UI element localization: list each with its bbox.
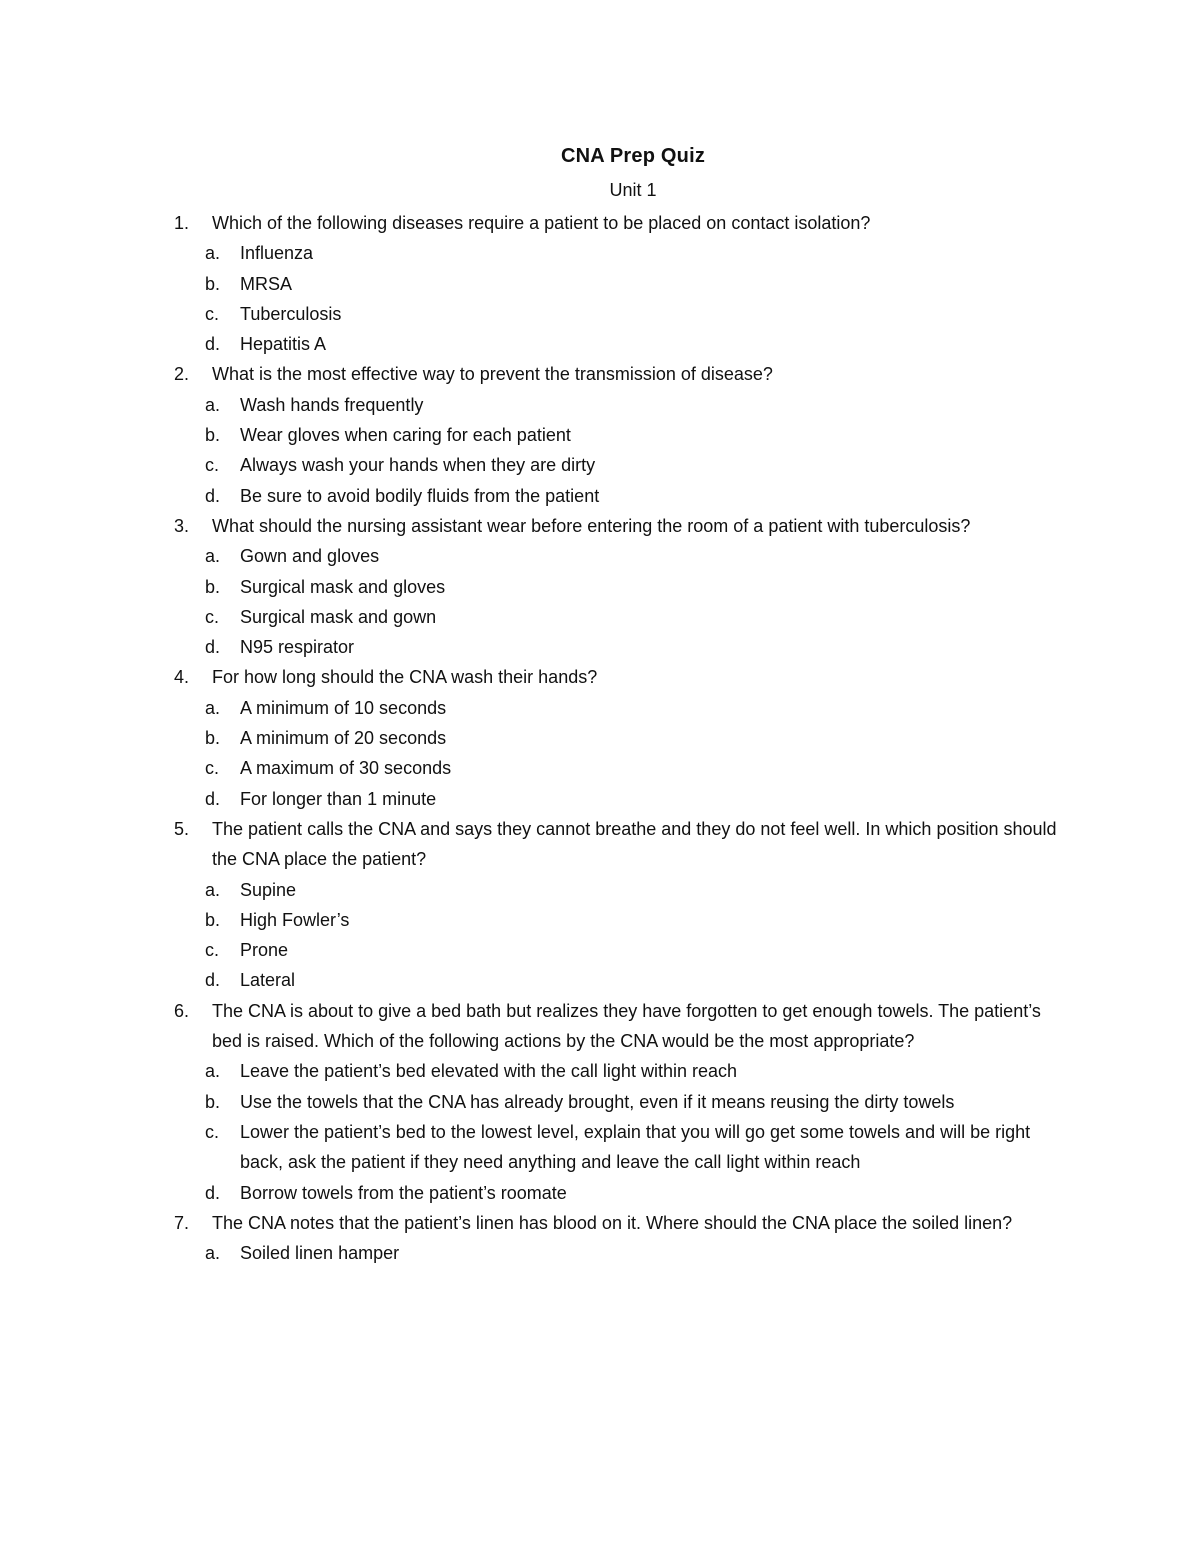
answer-options xyxy=(170,541,1070,662)
answer-option xyxy=(170,693,1070,723)
option-text: Tuberculosis xyxy=(240,303,342,324)
option-text: Always wash your hands when they are dirty xyxy=(240,455,596,476)
question-number: 7. xyxy=(174,1212,190,1233)
option-letter: a. xyxy=(205,243,221,264)
question-number: 4. xyxy=(174,667,190,688)
option-text: Borrow towels from the patient’s roomate xyxy=(240,1182,567,1203)
option-letter: b. xyxy=(205,576,221,597)
question-number: 5. xyxy=(174,818,190,839)
option-letter: c. xyxy=(205,455,220,476)
answer-option xyxy=(170,602,1070,632)
answer-option xyxy=(170,1056,1070,1086)
question-item xyxy=(170,359,1070,389)
option-text: Wash hands frequently xyxy=(240,394,424,415)
question-text: The CNA notes that the patient’s linen has blood on it. Where should the CNA place the soiled linen? xyxy=(212,1212,1013,1233)
question-number: 2. xyxy=(174,364,190,385)
question-item xyxy=(170,814,1070,875)
answer-options xyxy=(170,238,1070,359)
option-text: For longer than 1 minute xyxy=(240,788,437,809)
answer-option xyxy=(170,329,1070,359)
option-text: Influenza xyxy=(240,243,314,264)
option-letter: d. xyxy=(205,970,221,991)
question-item xyxy=(170,1208,1070,1238)
option-text: Soiled linen hamper xyxy=(240,1243,400,1264)
answer-option xyxy=(170,905,1070,935)
question-text: The CNA is about to give a bed bath but realizes they have forgotten to get enough towels. The patient’s bed is raised. Which of the following actions by the CNA would be the most appropriate? xyxy=(212,1000,1041,1052)
option-text: Use the towels that the CNA has already brought, even if it means reusing the dirty towels xyxy=(240,1091,955,1112)
question-number: 6. xyxy=(174,1000,190,1021)
option-letter: c. xyxy=(205,940,220,961)
option-letter: a. xyxy=(205,546,221,567)
option-text: Gown and gloves xyxy=(240,546,380,567)
option-text: Prone xyxy=(240,940,289,961)
option-letter: b. xyxy=(205,1091,221,1112)
option-letter: d. xyxy=(205,1182,221,1203)
question-text: What is the most effective way to prevent the transmission of disease? xyxy=(212,364,773,385)
question-item xyxy=(170,996,1070,1057)
option-letter: b. xyxy=(205,728,221,749)
option-letter: d. xyxy=(205,485,221,506)
option-letter: a. xyxy=(205,879,221,900)
answer-option xyxy=(170,299,1070,329)
question-item xyxy=(170,208,1070,238)
option-text: Lower the patient’s bed to the lowest level, explain that you will go get some towels and will be right back, ask the patient if they need anything and leave the call light within reach xyxy=(240,1121,1031,1173)
option-text: A minimum of 20 seconds xyxy=(240,728,447,749)
answer-option xyxy=(170,1117,1070,1178)
option-text: N95 respirator xyxy=(240,637,355,658)
answer-option xyxy=(170,390,1070,420)
answer-option xyxy=(170,420,1070,450)
option-text: Surgical mask and gloves xyxy=(240,576,446,597)
answer-option xyxy=(170,723,1070,753)
option-letter: d. xyxy=(205,788,221,809)
option-text: Hepatitis A xyxy=(240,334,327,355)
answer-options xyxy=(170,1238,1070,1268)
question-number: 3. xyxy=(174,515,190,536)
answer-option xyxy=(170,481,1070,511)
question-text: Which of the following diseases require a patient to be placed on contact isolation? xyxy=(212,213,871,233)
question-list xyxy=(170,208,1070,1268)
document-title: CNA Prep Quiz xyxy=(560,145,706,167)
option-text: Leave the patient’s bed elevated with the call light within reach xyxy=(240,1061,737,1082)
option-text: MRSA xyxy=(240,273,293,294)
option-letter: c. xyxy=(205,758,220,779)
option-letter: b. xyxy=(205,909,221,930)
answer-option xyxy=(170,541,1070,571)
option-letter: c. xyxy=(205,303,220,324)
document-subtitle: Unit 1 xyxy=(609,180,657,200)
option-text: A minimum of 10 seconds xyxy=(240,697,447,718)
answer-option xyxy=(170,784,1070,814)
answer-option xyxy=(170,238,1070,268)
option-text: Be sure to avoid bodily fluids from the patient xyxy=(240,485,600,506)
option-letter: a. xyxy=(205,1243,221,1264)
option-letter: a. xyxy=(205,1061,221,1082)
answer-option xyxy=(170,1238,1070,1268)
option-letter: c. xyxy=(205,1121,220,1142)
answer-option xyxy=(170,572,1070,602)
answer-option xyxy=(170,1178,1070,1208)
option-letter: b. xyxy=(205,273,221,294)
option-text: Surgical mask and gown xyxy=(240,606,437,627)
question-item xyxy=(170,662,1070,692)
question-text: For how long should the CNA wash their hands? xyxy=(212,667,598,688)
option-letter: b. xyxy=(205,425,221,446)
answer-option xyxy=(170,632,1070,662)
answer-options xyxy=(170,693,1070,814)
option-letter: a. xyxy=(205,697,221,718)
question-number: 1. xyxy=(174,213,190,233)
answer-options xyxy=(170,1056,1070,1207)
question-text: The patient calls the CNA and says they cannot breathe and they do not feel well. In which position should the CNA place the patient? xyxy=(212,818,1057,870)
answer-option xyxy=(170,965,1070,995)
option-text: Supine xyxy=(240,879,297,900)
answer-option xyxy=(170,269,1070,299)
option-letter: d. xyxy=(205,637,221,658)
option-text: Lateral xyxy=(240,970,296,991)
option-text: High Fowler’s xyxy=(240,909,350,930)
answer-option xyxy=(170,1087,1070,1117)
answer-options xyxy=(170,390,1070,511)
answer-option xyxy=(170,935,1070,965)
answer-options xyxy=(170,875,1070,996)
option-text: A maximum of 30 seconds xyxy=(240,758,452,779)
question-item xyxy=(170,511,1070,541)
option-letter: a. xyxy=(205,394,221,415)
answer-option xyxy=(170,753,1070,783)
option-text: Wear gloves when caring for each patient xyxy=(240,425,571,446)
option-letter: c. xyxy=(205,606,220,627)
question-text: What should the nursing assistant wear before entering the room of a patient with tuberculosis? xyxy=(212,515,971,536)
answer-option xyxy=(170,450,1070,480)
answer-option xyxy=(170,875,1070,905)
option-letter: d. xyxy=(205,334,221,355)
